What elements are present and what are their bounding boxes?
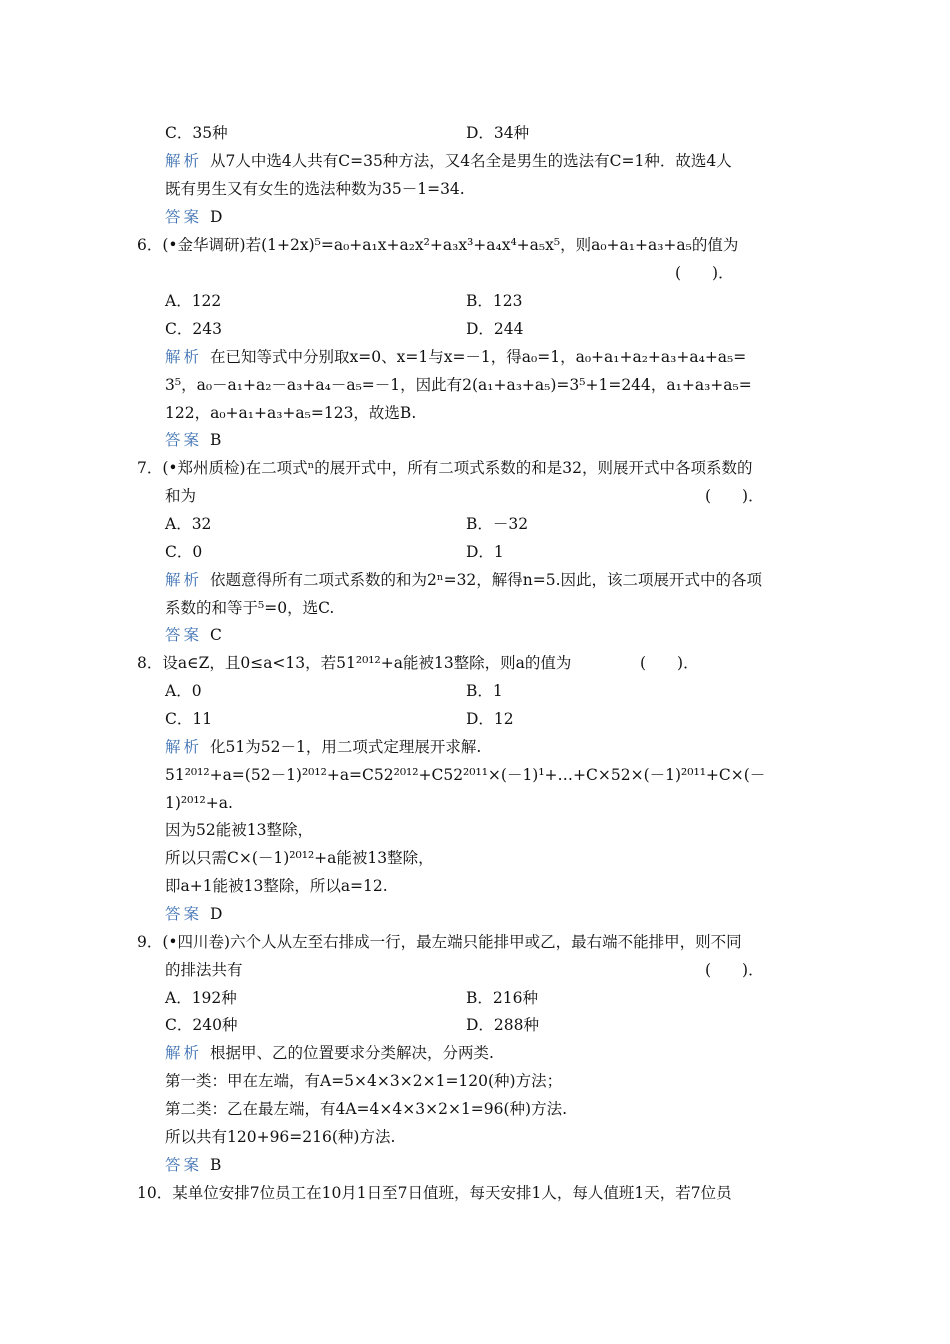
q8-answer-bracket: ( )． (640, 654, 699, 672)
q8-work-line1: 51²⁰¹²+a=(52－1)²⁰¹²+a=C52²⁰¹²+C52²⁰¹¹×(－1)¹+…+C×52×(－1)²⁰¹¹+C×(－ (165, 766, 766, 784)
q6-analysis-line1: 在已知等式中分别取x=0、x=1与x=－1，得a₀=1，a₀+a₁+a₂+a₃+a₄+a₅= (210, 348, 747, 366)
q8-work-line5: 即a+1能被13整除，所以a=12. (165, 877, 388, 895)
q8-analysis (165, 737, 481, 757)
q6-answer (165, 430, 221, 450)
q6-option-b: B．123 (466, 292, 523, 310)
q8-option-d: D．12 (466, 710, 514, 728)
q6-analysis (165, 347, 746, 367)
q9-answer-value: B (210, 1156, 222, 1174)
q7-analysis-line2: 系数的和等于⁵=0，选C. (165, 599, 335, 617)
q9-answer (165, 1155, 221, 1175)
q6-stem-line1: 6．(•金华调研)若(1+2x)⁵=a₀+a₁x+a₂x²+a₃x³+a₄x⁴+a₅x⁵，则a₀+a₁+a₃+a₅的值为 (137, 236, 739, 254)
q8-work-line2: 1)²⁰¹²+a. (165, 794, 233, 812)
q5-answer (165, 207, 222, 227)
q9-analysis (165, 1043, 494, 1063)
q6-option-a: A．122 (165, 292, 222, 310)
q7-analysis-line1: 依题意得所有二项式系数的和为2ⁿ=32，解得n=5.因此，该二项展开式中的各项 (210, 571, 763, 589)
q7-stem-line1: 7．(•郑州质检)在二项式ⁿ的展开式中，所有二项式系数的和是32，则展开式中各项系数的 (137, 459, 753, 477)
q8-option-a: A．0 (165, 682, 202, 700)
q7-answer (165, 625, 222, 645)
q6-answer-bracket: ( )． (675, 264, 734, 282)
q9-stem-line2: 的排法共有 (165, 961, 243, 979)
q8-option-c: C．11 (165, 710, 213, 728)
q6-option-d: D．244 (466, 320, 524, 338)
q6-analysis-line2: 3⁵，a₀－a₁+a₂－a₃+a₄－a₅=－1，因此有2(a₁+a₃+a₅)=3⁵+1=244，a₁+a₃+a₅= (165, 376, 752, 394)
analysis-label: 解析 (165, 152, 203, 170)
q8-stem-line1: 8．设a∈Z，且0≤a<13，若51²⁰¹²+a能被13整除，则a的值为 (137, 654, 572, 672)
answer-label: 答案 (165, 431, 203, 449)
q9-analysis-line1: 根据甲、乙的位置要求分类解决，分两类. (210, 1044, 494, 1062)
q8-work-line4: 所以只需C×(－1)²⁰¹²+a能被13整除， (165, 849, 434, 867)
q9-option-c: C．240种 (165, 1016, 238, 1034)
q5-answer-value: D (210, 208, 223, 226)
q5-option-d: D．34种 (466, 124, 530, 142)
q6-answer-value: B (210, 431, 222, 449)
q9-work-line3: 所以共有120+96=216(种)方法. (165, 1128, 396, 1146)
q8-answer-value: D (210, 905, 223, 923)
q8-option-b: B．1 (466, 682, 503, 700)
q9-option-d: D．288种 (466, 1016, 540, 1034)
q5-option-c: C．35种 (165, 124, 228, 142)
q9-work-line1: 第一类：甲在左端，有A=5×4×3×2×1=120(种)方法； (165, 1072, 563, 1090)
q9-work-line2: 第二类：乙在最左端，有4A=4×4×3×2×1=96(种)方法. (165, 1100, 568, 1118)
q9-option-a: A．192种 (165, 989, 237, 1007)
q8-work-line3: 因为52能被13整除， (165, 821, 313, 839)
q5-analysis-line1: 从7人中选4人共有C=35种方法，又4名全是男生的选法有C=1种．故选4人 (210, 152, 732, 170)
answer-label: 答案 (165, 905, 203, 923)
analysis-label: 解析 (165, 571, 203, 589)
q7-analysis (165, 570, 762, 590)
answer-label: 答案 (165, 626, 203, 644)
q7-option-c: C．0 (165, 543, 203, 561)
q7-stem-line2: 和为 (165, 487, 197, 505)
q7-option-a: A．32 (165, 515, 212, 533)
q5-analysis (165, 151, 732, 171)
q9-stem-line1: 9．(•四川卷)六个人从左至右排成一行，最左端只能排甲或乙，最右端不能排甲，则不同 (137, 933, 742, 951)
analysis-label: 解析 (165, 738, 203, 756)
q9-option-b: B．216种 (466, 989, 538, 1007)
q7-answer-bracket: ( )． (705, 487, 764, 505)
q6-option-c: C．243 (165, 320, 222, 338)
q8-analysis-line1: 化51为52－1，用二项式定理展开求解. (210, 738, 482, 756)
analysis-label: 解析 (165, 348, 203, 366)
q8-answer (165, 904, 222, 924)
q7-option-d: D．1 (466, 543, 504, 561)
q7-answer-value: C (210, 626, 222, 644)
answer-label: 答案 (165, 1156, 203, 1174)
q6-analysis-line3: 122，a₀+a₁+a₃+a₅=123，故选B. (165, 404, 417, 422)
q9-answer-bracket: ( )． (705, 961, 764, 979)
q7-option-b: B．－32 (466, 515, 529, 533)
analysis-label: 解析 (165, 1044, 203, 1062)
answer-label: 答案 (165, 208, 203, 226)
q5-analysis-line2: 既有男生又有女生的选法种数为35－1=34. (165, 180, 465, 198)
q10-stem-line1: 10．某单位安排7位员工在10月1日至7日值班，每天安排1人，每人值班1天，若7位员 (137, 1184, 732, 1202)
